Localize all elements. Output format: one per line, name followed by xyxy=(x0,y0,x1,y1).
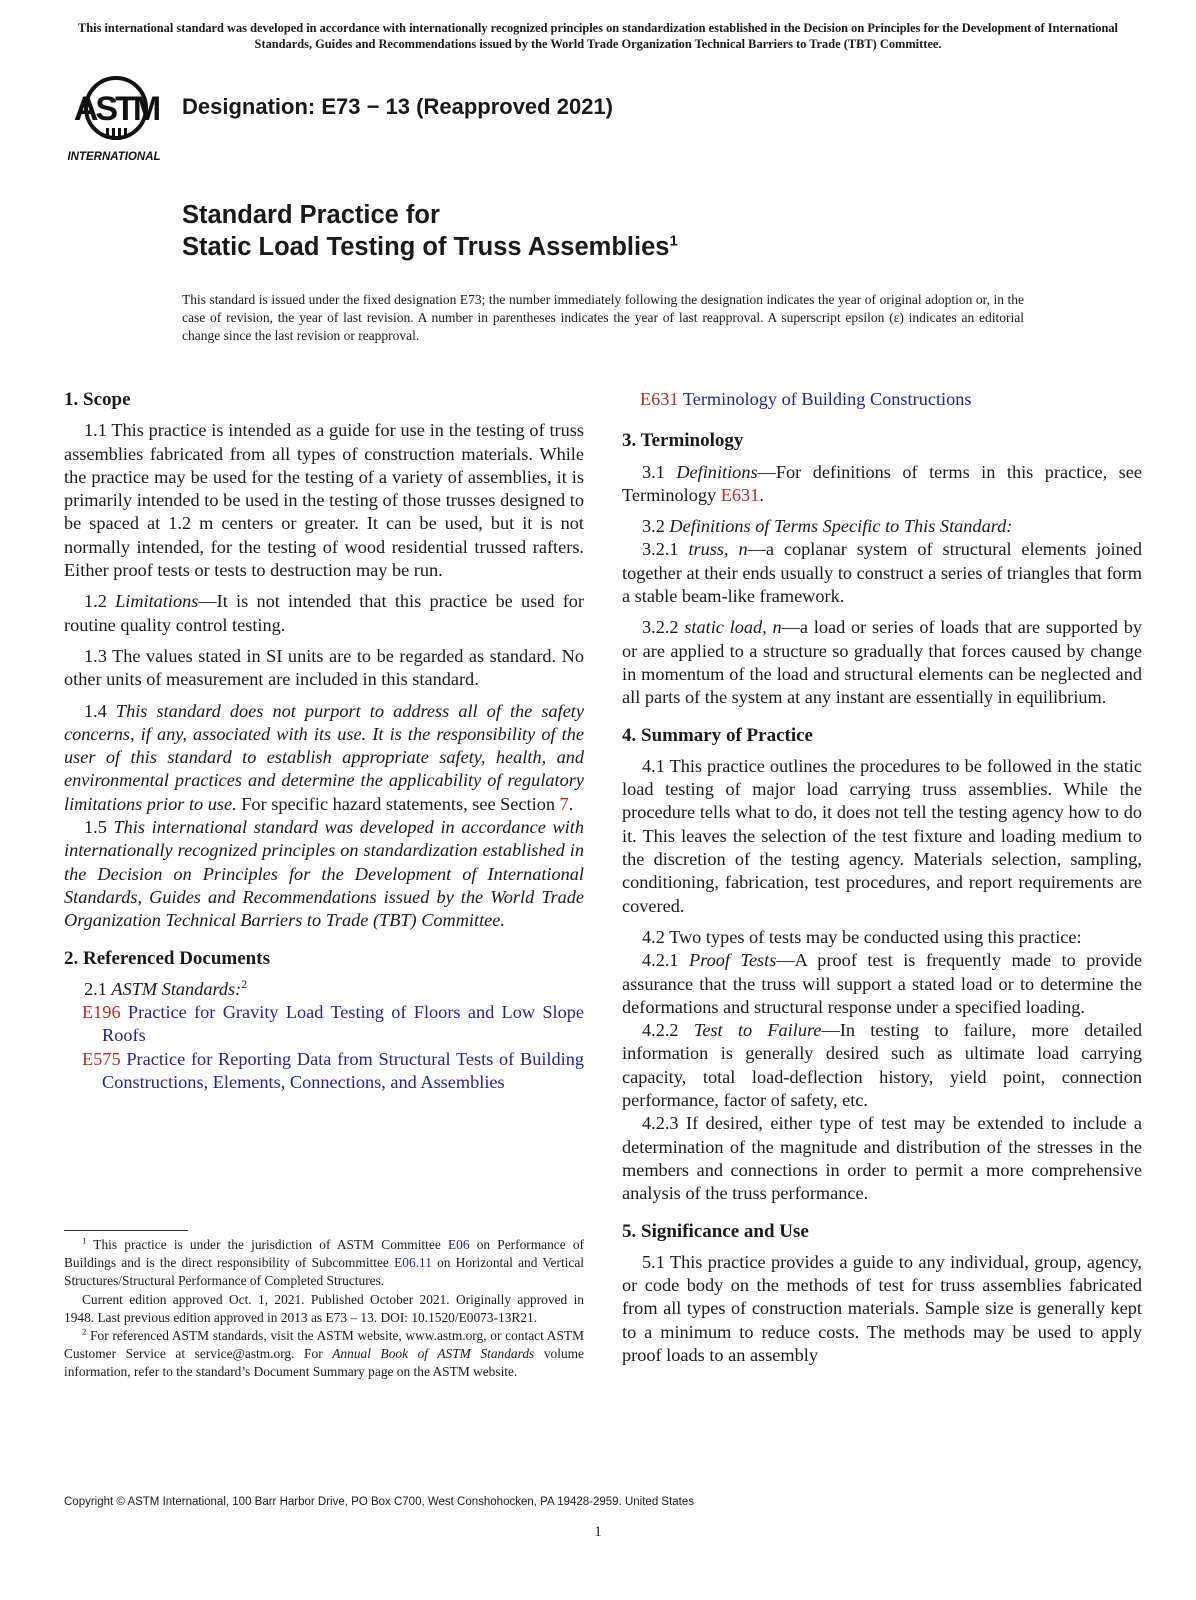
e631-link[interactable]: E631 xyxy=(720,484,760,505)
para-3-2-num: 3.2 xyxy=(642,516,670,537)
title-line-2-text: Static Load Testing of Truss Assemblies xyxy=(182,233,670,261)
title-footnote-mark: 1 xyxy=(669,232,678,250)
committee-link[interactable]: E06 xyxy=(447,1237,470,1252)
summary-heading: 4. Summary of Practice xyxy=(622,724,813,746)
para-3-1-term: Definitions xyxy=(676,461,758,482)
copyright: Copyright © ASTM International, 100 Barr Harbor Drive, PO Box C700, West Conshohocken, PA 19428-2959. United States xyxy=(64,1496,695,1508)
para-1-2-num: 1.2 xyxy=(84,591,116,612)
reference-e196[interactable] xyxy=(64,1001,584,1048)
para-1-4 xyxy=(64,700,584,816)
terminology-heading: 3. Terminology xyxy=(622,430,744,452)
para-3-1 xyxy=(622,461,1142,508)
para-3-1-text: —For definitions of terms in this practice, see Terminology xyxy=(622,461,1142,505)
reference-e575[interactable] xyxy=(64,1048,584,1095)
footnote-2-text-a: For referenced ASTM standards, visit the ASTM website, www.astm.org, or contact ASTM Customer Service at service@astm.org. For xyxy=(64,1328,584,1362)
para-3-2-term: Definitions of Terms Specific to This Standard: xyxy=(669,516,1013,537)
para-3-2-2-term: static load, n xyxy=(684,617,782,638)
para-4-2-1-term: Proof Tests xyxy=(689,950,777,971)
footnote-1 xyxy=(64,1236,584,1291)
para-4-2-1-num: 4.2.1 xyxy=(642,950,690,971)
reference-e631[interactable] xyxy=(622,388,1142,411)
para-1-1: 1.1 This practice is intended as a guide for use in the testing of truss assemblies fabricated from all types of construction materials. While the practice may be used for the testing of a variety of assemblies, it is primarily intended to be used in the testing of those trusses designed to be spaced at 1.2 m centers or greater. It can be used, but it is not normally intended, for the testing of wood residential trussed rafters. Either proof tests or tests to destruction may be run. xyxy=(64,420,584,581)
subcommittee-link[interactable]: E06.11 xyxy=(394,1255,432,1271)
significance-heading: 5. Significance and Use xyxy=(622,1220,809,1242)
para-2-1 xyxy=(64,978,584,1001)
para-1-4-text: For specific hazard statements, see Section xyxy=(236,793,560,814)
reference-code[interactable]: E575 xyxy=(82,1048,121,1069)
left-column xyxy=(64,388,584,1094)
title-line-1: Standard Practice for xyxy=(182,201,440,229)
document-title xyxy=(182,199,678,263)
reference-code[interactable]: E196 xyxy=(82,1002,121,1023)
para-1-2-text: —It is not intended that this practice be used for routine quality control testing. xyxy=(64,591,585,635)
para-1-5-italic: This international standard was developed in accordance with internationally recognized principles on standardization established in the Decision on Principles for the Development of International Standards, Guides and Recommendations issued by the World Trade Organization Technical Barriers to Trade (TBT) Committee. xyxy=(64,817,585,931)
para-2-1-term: ASTM Standards: xyxy=(111,978,242,999)
right-column xyxy=(622,388,1142,1375)
para-5-1: 5.1 This practice provides a guide to any individual, group, agency, or code body on the methods of test for truss assemblies fabricated from all types of construction materials. Sample size is generally kept to a minimum to reduce costs. The methods may be used to apply proof loads to an assembly xyxy=(622,1251,1142,1365)
para-1-4-italic: This standard does not purport to address all of the safety concerns, if any, associated with its use. It is the responsibility of the user of this standard to establish appropriate safety, health, and environmental practices and determine the applicability of regulatory limitations prior to use. xyxy=(64,700,584,814)
para-1-2-term: Limitations xyxy=(115,591,199,612)
para-1-4-num: 1.4 xyxy=(84,700,116,721)
reference-title[interactable]: Terminology of Building Constructions xyxy=(678,389,972,409)
footnote-1-edition: Current edition approved Oct. 1, 2021. Published October 2021. Originally approved in 1948. Last previous edition approved in 2013 as E73 – 13. DOI: 10.1520/E0073-13R21. xyxy=(64,1291,584,1325)
para-4-1: 4.1 This practice outlines the procedures to be followed in the static load testing of major load carrying truss assemblies. While the procedure tells what to do, it does not tell the testing agency how to do it. This leaves the selection of the test fixture and loading medium to the discretion of the testing agency. Materials selection, sampling, conditioning, fabrication, test procedures, and report requirements are covered. xyxy=(622,755,1142,916)
reference-title[interactable]: Practice for Reporting Data from Structural Tests of Building Constructions, Elements, Connections, and Assemblies xyxy=(102,1048,584,1093)
footnote-2-text-b: volume information, refer to the standard’s Document Summary page on the ASTM website. xyxy=(64,1346,584,1380)
footnote-1-text-b: on Performance of Buildings and is the direct responsibility of Subcommittee xyxy=(64,1237,585,1271)
para-4-2-3: 4.2.3 If desired, either type of test may be extended to include a determination of the magnitude and distribution of the stresses in the members and connections in order to permit a more comprehensive analysis of the truss performance. xyxy=(622,1113,1142,1204)
footnote-1-text-a: This practice is under the jurisdiction of ASTM Committee xyxy=(86,1237,448,1252)
footnote-1-mark: 1 xyxy=(82,1235,87,1246)
para-4-2-1-text: —A proof test is frequently made to provide assurance that the truss will support a stated load or to determine the deformations and structural response under a specified loading. xyxy=(622,950,1143,1017)
issue-note: This standard is issued under the fixed designation E73; the number immediately following the designation indicates the year of original adoption or, in the case of revision, the year of last revision. A number in parentheses indicates the year of last reapproval. A superscript epsilon (ε) indicates an editorial change since the last revision or reapproval. xyxy=(182,292,1024,343)
page-number: 1 xyxy=(594,1524,602,1540)
refdocs-heading: 2. Referenced Documents xyxy=(64,947,270,969)
para-3-2-2 xyxy=(622,616,1142,709)
footnote-2 xyxy=(64,1327,584,1382)
top-notice: This international standard was developed in accordance with internationally recognized principles on standardization established in the Decision on Principles for the Development of International Standards, Guides and Recommendations issued by the World Trade Organization Technical Barriers to Trade (TBT) Committee. xyxy=(77,21,1119,51)
para-3-2 xyxy=(622,515,1142,538)
para-1-5-num: 1.5 xyxy=(84,817,114,838)
footnote-1-text-c: on Horizontal and Vertical Structures/Structural Performance of Completed Structures. xyxy=(64,1255,585,1289)
para-3-2-1-num: 3.2.1 xyxy=(642,539,689,560)
svg-text:ASTM: ASTM xyxy=(73,90,159,128)
para-4-2: 4.2 Two types of tests may be conducted using this practice: xyxy=(642,926,1082,947)
para-4-2-2 xyxy=(622,1019,1142,1112)
para-4-2-1 xyxy=(622,949,1142,1019)
footnotes xyxy=(64,1236,584,1382)
para-3-2-1-text: —a coplanar system of structural elements joined together at their ends usually to construct a series of triangles that form a stable beam-like framework. xyxy=(622,539,1142,607)
para-3-1-num: 3.1 xyxy=(642,461,677,482)
para-1-5 xyxy=(64,816,584,932)
para-3-1-end: . xyxy=(759,484,764,505)
footnote-2-mark: 2 xyxy=(82,1326,87,1337)
para-4-2-2-num: 4.2.2 xyxy=(642,1020,694,1041)
para-1-3: 1.3 The values stated in SI units are to be regarded as standard. No other units of measurement are included in this standard. xyxy=(64,645,584,690)
scope-heading: 1. Scope xyxy=(64,389,131,410)
reference-title[interactable]: Practice for Gravity Load Testing of Floors and Low Slope Roofs xyxy=(102,1002,584,1046)
section-7-link[interactable]: 7 xyxy=(559,793,569,814)
para-4-2-2-term: Test to Failure xyxy=(693,1020,822,1041)
para-3-2-2-text: —a load or series of loads that are supported by or are applied to a structure so gradually that forces caused by change in momentum of the load and structural elements can be neglected and all parts of the system at any instant are essentially in equilibrium. xyxy=(622,617,1142,708)
footnote-rule xyxy=(64,1230,188,1231)
para-3-2-2-num: 3.2.2 xyxy=(642,617,685,638)
para-3-2-1 xyxy=(622,538,1142,608)
logo-text: INTERNATIONAL xyxy=(67,151,161,163)
para-3-2-1-term: truss, n xyxy=(688,539,748,560)
para-4-2-2-text: —In testing to failure, more detailed information is generally desired such as ultimate load carrying capacity, total load-deflection history, yield point, connection performance, factor of safety, etc. xyxy=(622,1020,1143,1111)
title-line-2 xyxy=(182,231,678,263)
astm-logo xyxy=(66,70,170,166)
para-2-1-num: 2.1 xyxy=(84,978,112,999)
reference-code[interactable]: E631 xyxy=(640,389,679,409)
para-1-4-end: . xyxy=(568,793,574,814)
footnote-2-italic: Annual Book of ASTM Standards xyxy=(332,1346,535,1362)
para-1-2 xyxy=(64,590,584,637)
para-2-1-mark: 2 xyxy=(241,976,248,991)
designation: Designation: E73 − 13 (Reapproved 2021) xyxy=(182,94,613,119)
